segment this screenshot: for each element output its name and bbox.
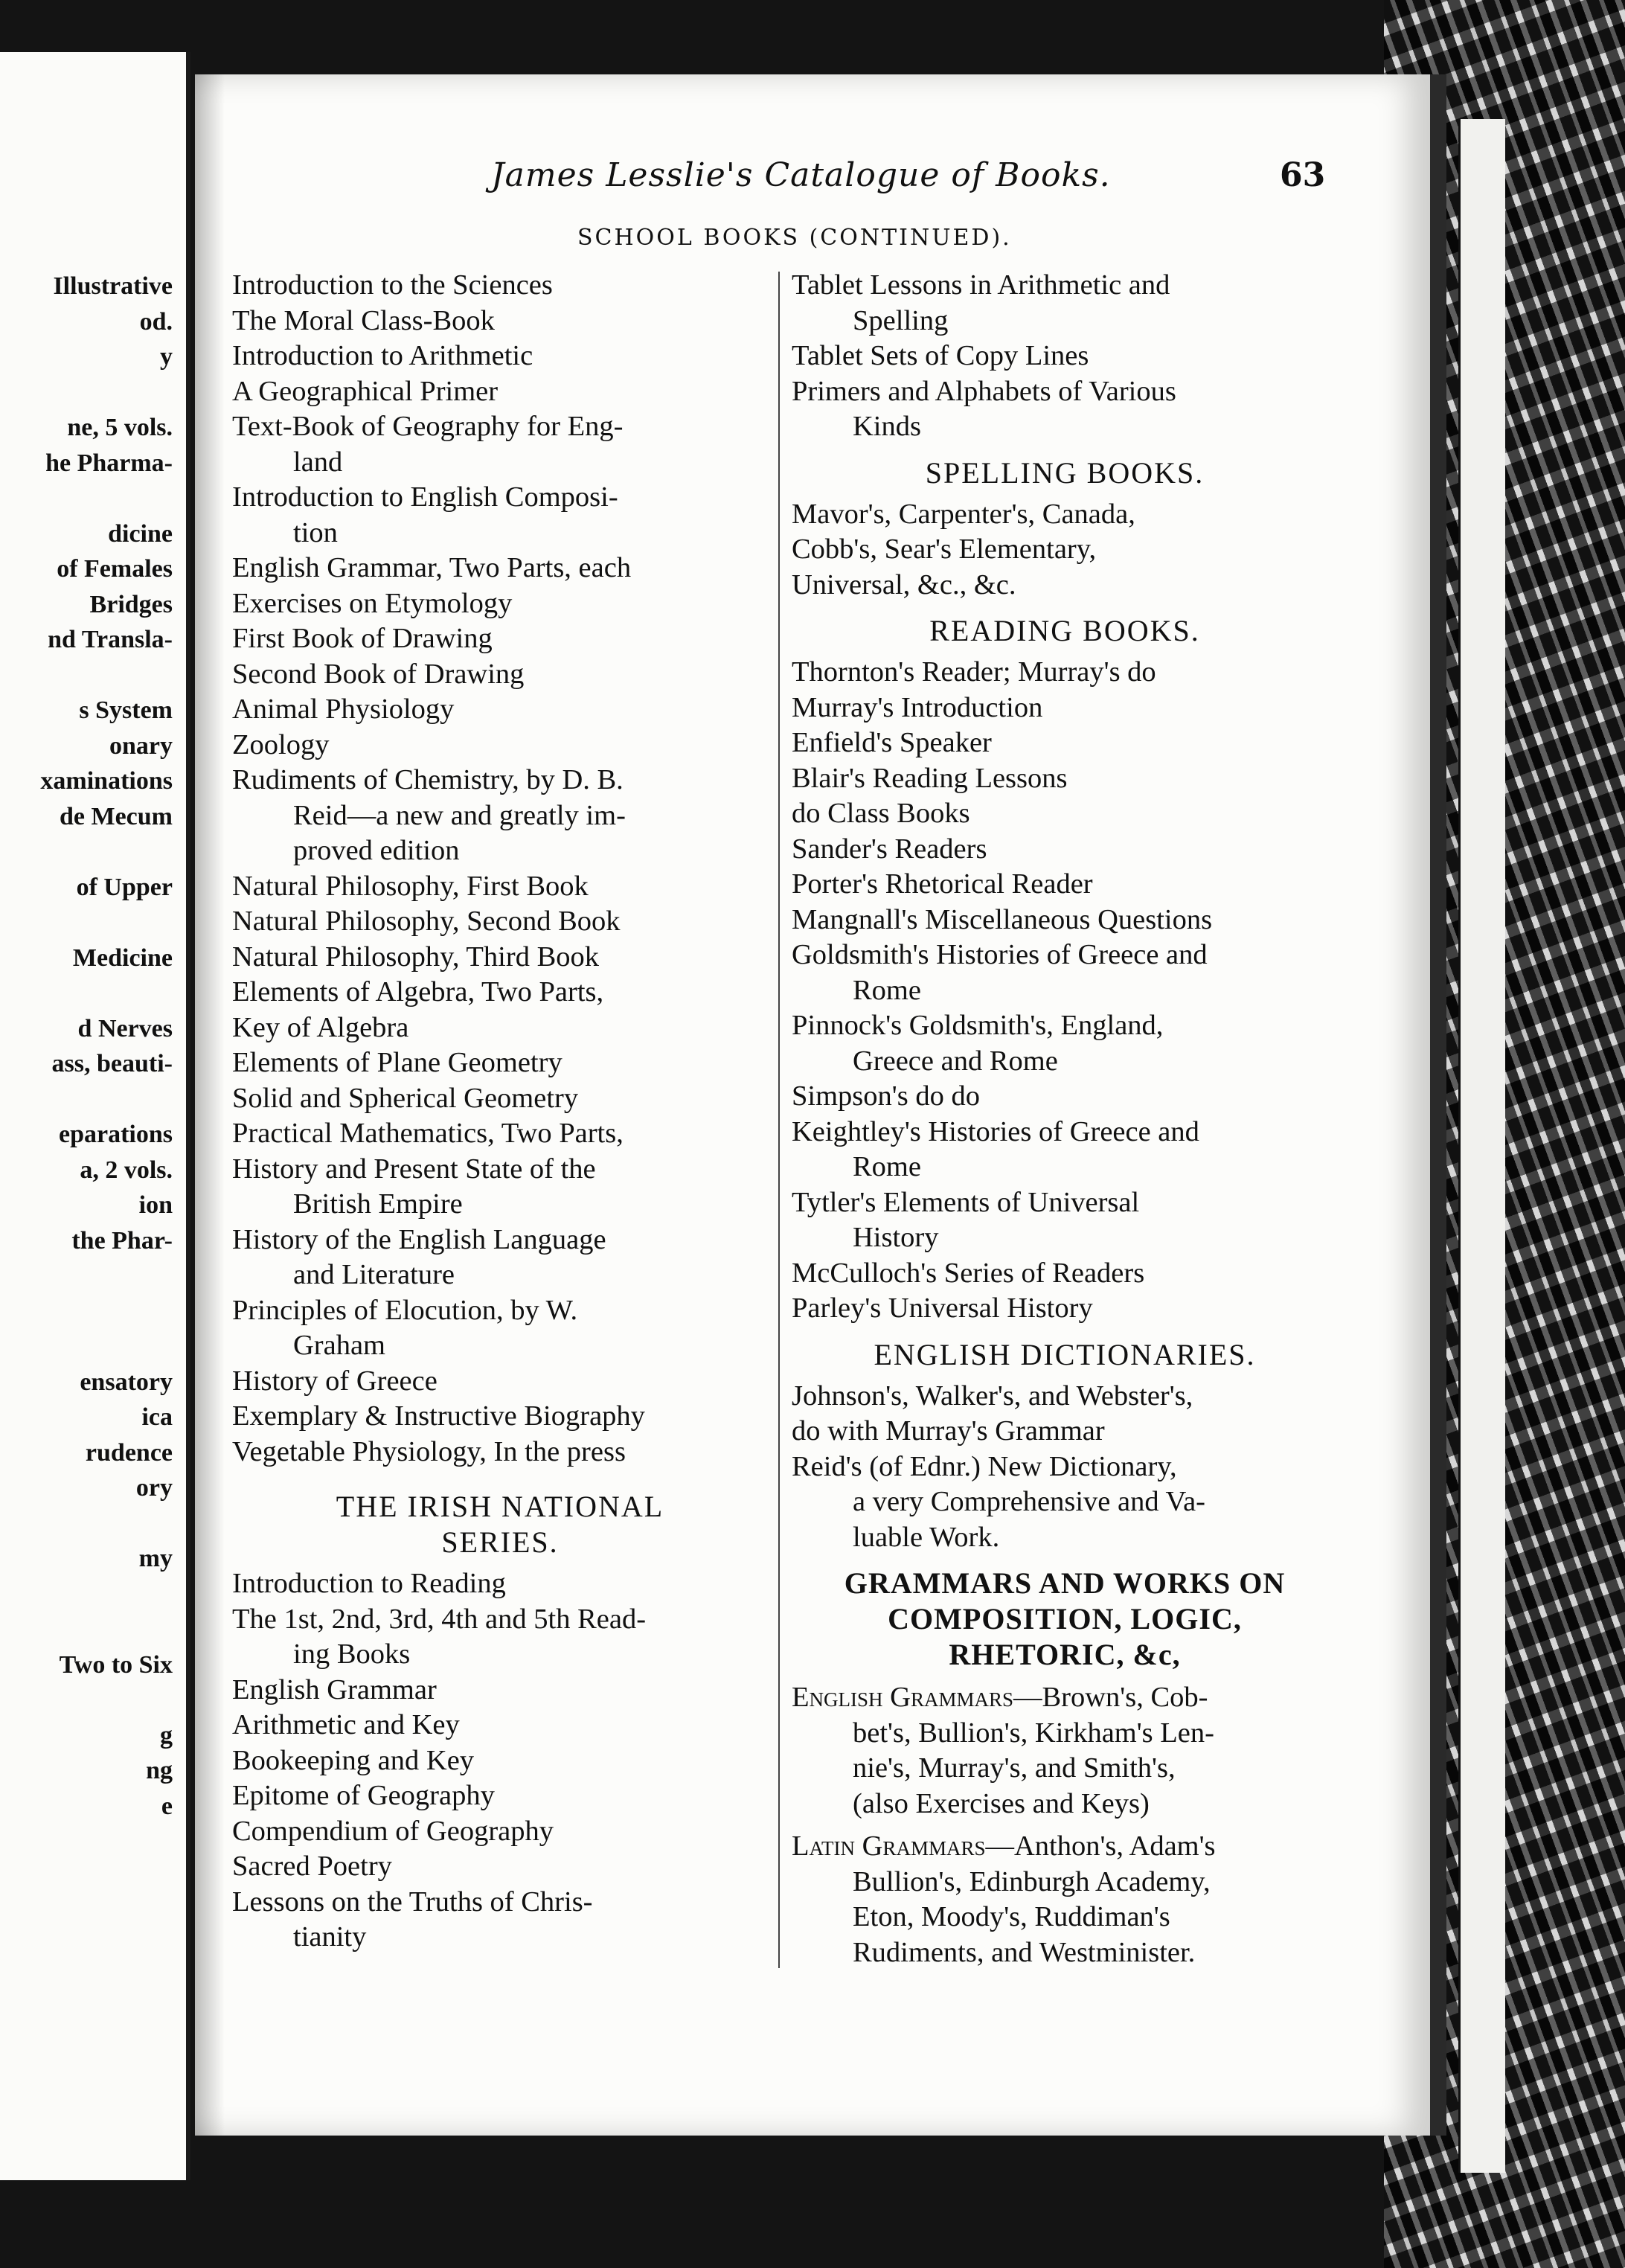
catalogue-entry xyxy=(232,763,768,833)
previous-page-fragment: d Nerves xyxy=(77,1014,173,1042)
previous-page-fragment: g xyxy=(160,1721,173,1749)
entry-title: The 1st, 2nd, 3rd, 4th and 5th Read- xyxy=(232,1603,647,1635)
dictionaries-list xyxy=(792,1379,1338,1556)
english-dictionaries-heading: ENGLISH DICTIONARIES. xyxy=(874,1337,1256,1371)
entry-title: Text-Book of Geography for Eng- xyxy=(232,411,624,442)
entry-title: English Grammar, Two Parts, each xyxy=(232,552,632,583)
entry-title: Sander's Readers xyxy=(792,833,987,865)
entry-title: The Moral Class-Book xyxy=(232,304,495,336)
previous-page-fragment: of Females xyxy=(57,555,173,583)
grammars-heading-line-3: RHETORIC, &c, xyxy=(949,1638,1181,1671)
catalogue-entry xyxy=(232,869,768,905)
entry-title: English Grammar xyxy=(232,1673,437,1705)
catalogue-entry xyxy=(232,1885,768,1955)
previous-page-fragment: of Upper xyxy=(76,873,173,901)
previous-page-fragment: a, 2 vols. xyxy=(80,1156,173,1184)
entry-continuation: British Empire xyxy=(293,1188,463,1220)
entry-title: Universal, &c., &c. xyxy=(792,568,1016,600)
entry-title: Murray's Introduction xyxy=(792,691,1043,723)
catalogue-entry xyxy=(232,1743,768,1779)
catalogue-entry xyxy=(232,1708,768,1743)
irish-series-heading xyxy=(232,1489,768,1560)
catalogue-entry xyxy=(792,1414,1338,1449)
catalogue-entry xyxy=(792,339,1338,374)
grammar-continuation: Rudiments, and Westminister. xyxy=(853,1936,1196,1968)
catalogue-entry xyxy=(792,761,1338,797)
entry-title: Natural Philosophy, First Book xyxy=(232,870,589,902)
entry-title: Introduction to Reading xyxy=(232,1568,506,1599)
grammar-entry xyxy=(792,1680,1338,1822)
catalogue-entry xyxy=(792,938,1338,1008)
entry-title: History of Greece xyxy=(232,1365,438,1397)
entry-continuation: Spelling xyxy=(853,304,949,336)
catalogue-entry xyxy=(232,1010,768,1046)
catalogue-entry xyxy=(232,1364,768,1400)
catalogue-entry xyxy=(792,532,1338,568)
entry-title: Mangnall's Miscellaneous Questions xyxy=(792,903,1213,935)
previous-page-fragment: ory xyxy=(135,1474,173,1502)
entry-title: Arithmetic and Key xyxy=(232,1709,460,1740)
catalogue-entry xyxy=(232,1566,768,1602)
entry-title: Animal Physiology xyxy=(232,693,455,725)
previous-page-fragment: ica xyxy=(141,1403,173,1431)
entry-title: History of the English Language xyxy=(232,1223,606,1255)
catalogue-entry xyxy=(232,975,768,1010)
entry-title: McCulloch's Series of Readers xyxy=(792,1257,1145,1289)
entry-continuation: tion xyxy=(293,516,338,548)
grammar-category: English Grammars xyxy=(792,1682,1013,1713)
entry-title: Bookeeping and Key xyxy=(232,1744,475,1776)
entry-continuation: ing Books xyxy=(293,1638,411,1670)
catalogue-entry xyxy=(792,691,1338,726)
catalogue-entry xyxy=(232,586,768,622)
entry-continuation: Rome xyxy=(853,1151,921,1182)
previous-page-fragment: Bridges xyxy=(89,590,173,618)
previous-page-fragment: dicine xyxy=(108,519,173,548)
previous-page-fragment: onary xyxy=(109,731,173,760)
catalogue-entry xyxy=(792,1185,1338,1256)
catalogue-entry xyxy=(232,621,768,657)
catalogue-entry xyxy=(232,409,768,480)
entry-title: Vegetable Physiology, In the press xyxy=(232,1435,626,1467)
catalogue-entry xyxy=(232,1849,768,1885)
previous-page-fragment: y xyxy=(160,343,173,371)
running-title: James Lesslie's Catalogue of Books. xyxy=(491,156,1111,194)
school-books-list xyxy=(232,268,768,1470)
entry-title: do Class Books xyxy=(792,798,970,829)
catalogue-entry xyxy=(792,374,1338,445)
catalogue-entry xyxy=(792,497,1338,533)
previous-page-fragment: ensatory xyxy=(80,1368,173,1396)
catalogue-entry xyxy=(232,480,768,551)
previous-page xyxy=(0,52,190,2180)
entry-continuation: History xyxy=(853,1222,939,1253)
catalogue-entry xyxy=(792,1379,1338,1415)
entry-title: Thornton's Reader; Murray's do xyxy=(792,656,1156,688)
previous-page-fragment: rudence xyxy=(85,1438,173,1467)
page-number: 63 xyxy=(1280,156,1326,194)
previous-page-fragment: s System xyxy=(79,696,173,724)
grammars-heading xyxy=(792,1566,1338,1673)
entry-continuation: Kinds xyxy=(853,411,921,442)
entry-continuation: Reid—a new and greatly im- xyxy=(293,799,626,831)
entry-title: Key of Algebra xyxy=(232,1011,409,1043)
section-subheading: SCHOOL BOOKS (CONTINUED). xyxy=(577,225,1012,251)
irish-heading-line-1: THE IRISH NATIONAL xyxy=(336,1490,664,1523)
catalogue-entry xyxy=(232,339,768,374)
entry-title: Goldsmith's Histories of Greece and xyxy=(792,939,1208,970)
entry-title: Solid and Spherical Geometry xyxy=(232,1082,579,1114)
entry-continuation: Rome xyxy=(853,974,921,1006)
grammar-category: Latin Grammars xyxy=(792,1830,986,1862)
entry-title: Epitome of Geography xyxy=(232,1780,495,1811)
entry-title: Principles of Elocution, by W. xyxy=(232,1294,578,1326)
previous-page-fragment: the Phar- xyxy=(71,1226,173,1255)
previous-page-fragment: ass, beauti- xyxy=(51,1050,173,1077)
entry-title: Elements of Algebra, Two Parts, xyxy=(232,976,604,1008)
catalogue-entry xyxy=(232,1814,768,1850)
entry-title: Introduction to English Composi- xyxy=(232,481,618,513)
catalogue-entry xyxy=(232,940,768,976)
catalogue-entry xyxy=(232,1399,768,1435)
grammars-heading-line-2: COMPOSITION, LOGIC, xyxy=(888,1602,1242,1636)
catalogue-entry xyxy=(232,268,768,304)
entry-continuation: a very Comprehensive and Va- xyxy=(853,1486,1205,1517)
catalogue-entry xyxy=(232,1778,768,1814)
previous-page-fragment: ne, 5 vols. xyxy=(67,414,173,441)
grammar-continuation: (also Exercises and Keys) xyxy=(853,1787,1150,1819)
catalogue-entry xyxy=(232,1673,768,1708)
column-divider xyxy=(778,272,780,1968)
entry-title: Introduction to the Sciences xyxy=(232,269,553,301)
previous-page-fragment: Illustrative xyxy=(53,272,173,300)
previous-page-fragment: de Mecum xyxy=(59,802,173,830)
previous-page-fragment: Two to Six xyxy=(59,1650,173,1679)
spine-shadow xyxy=(195,74,225,2136)
entry-continuation: Greece and Rome xyxy=(853,1045,1058,1077)
entry-title: Second Book of Drawing xyxy=(232,658,525,690)
previous-page-fragment: Medicine xyxy=(72,944,173,972)
grammars-list xyxy=(792,1680,1338,1970)
catalogue-entry xyxy=(232,1435,768,1470)
entry-title: Exemplary & Instructive Biography xyxy=(232,1400,645,1432)
catalogue-entry xyxy=(232,1293,768,1364)
catalogue-entry xyxy=(232,692,768,728)
grammar-continuation: nie's, Murray's, and Smith's, xyxy=(853,1752,1176,1784)
catalogue-entry xyxy=(232,1223,768,1293)
reading-books-list xyxy=(792,655,1338,1327)
catalogue-entry xyxy=(792,568,1338,603)
reading-books-heading: READING BOOKS. xyxy=(929,614,1200,647)
entry-continuation: luable Work. xyxy=(853,1521,1000,1553)
catalogue-entry xyxy=(792,867,1338,903)
left-column xyxy=(232,268,768,1955)
right-column xyxy=(792,268,1338,1970)
entry-title: History and Present State of the xyxy=(232,1153,596,1185)
entry-title: Johnson's, Walker's, and Webster's, xyxy=(792,1380,1193,1412)
entry-title: Natural Philosophy, Third Book xyxy=(232,941,599,973)
catalogue-entry xyxy=(792,1115,1338,1185)
entry-title: Cobb's, Sear's Elementary, xyxy=(792,534,1097,565)
spelling-books-heading: SPELLING BOOKS. xyxy=(925,455,1205,490)
entry-title: First Book of Drawing xyxy=(232,623,493,654)
grammar-continuation: bet's, Bullion's, Kirkham's Len- xyxy=(853,1717,1214,1749)
entry-title: Keightley's Histories of Greece and xyxy=(792,1115,1199,1147)
grammar-entry xyxy=(792,1829,1338,1970)
previous-page-fragment: nd Transla- xyxy=(48,626,173,653)
previous-page-fragment: ng xyxy=(146,1757,173,1784)
catalogue-entry xyxy=(792,903,1338,938)
catalogue-entry xyxy=(792,655,1338,691)
entry-title: Primers and Alphabets of Various xyxy=(792,375,1176,407)
catalogue-entry xyxy=(232,904,768,940)
entry-title: Porter's Rhetorical Reader xyxy=(792,868,1093,900)
catalogue-entry xyxy=(792,1291,1338,1327)
entry-title: Sacred Poetry xyxy=(232,1851,392,1882)
entry-title: Mavor's, Carpenter's, Canada, xyxy=(792,498,1135,530)
catalogue-entry xyxy=(232,728,768,763)
entry-title: Reid's (of Ednr.) New Dictionary, xyxy=(792,1450,1177,1482)
entry-title: Simpson's do do xyxy=(792,1080,980,1112)
catalogue-entry xyxy=(232,304,768,339)
catalogue-entry xyxy=(232,551,768,586)
entry-title: Exercises on Etymology xyxy=(232,587,513,619)
previous-page-fragment: e xyxy=(161,1792,173,1820)
entry-title: Tablet Sets of Copy Lines xyxy=(792,340,1089,371)
entry-title: A Geographical Primer xyxy=(232,375,499,407)
entry-continuation: tianity xyxy=(293,1921,367,1953)
catalogue-entry xyxy=(792,832,1338,868)
catalogue-entry xyxy=(232,1152,768,1223)
irish-series-list xyxy=(232,1566,768,1955)
catalogue-entry xyxy=(792,1520,1338,1556)
previous-page-fragment: ion xyxy=(138,1191,173,1219)
entry-title: Practical Mathematics, Two Parts, xyxy=(232,1118,624,1149)
entry-title: Pinnock's Goldsmith's, England, xyxy=(792,1010,1164,1041)
entry-title: Lessons on the Truths of Chris- xyxy=(232,1886,593,1918)
previous-page-fragment: od. xyxy=(139,307,173,336)
catalogue-entry xyxy=(232,374,768,410)
entry-title: Tablet Lessons in Arithmetic and xyxy=(792,269,1170,301)
previous-page-fragment: xaminations xyxy=(40,767,173,795)
entry-continuation: land xyxy=(293,446,343,478)
entry-title: Enfield's Speaker xyxy=(792,727,992,758)
grammar-continuation: Eton, Moody's, Ruddiman's xyxy=(853,1901,1170,1932)
catalogue-entry xyxy=(232,1602,768,1673)
entry-title: Compendium of Geography xyxy=(232,1815,554,1847)
grammar-continuation: Bullion's, Edinburgh Academy, xyxy=(853,1865,1211,1897)
entry-title: Natural Philosophy, Second Book xyxy=(232,906,621,937)
entry-continuation: Graham xyxy=(293,1330,385,1361)
grammar-text: —Anthon's, Adam's xyxy=(985,1830,1216,1862)
entry-title: Rudiments of Chemistry, by D. B. xyxy=(232,764,624,795)
catalogue-entry xyxy=(792,1079,1338,1115)
catalogue-entry xyxy=(232,1081,768,1117)
entry-title: Introduction to Arithmetic xyxy=(232,340,533,371)
previous-page-fragment: eparations xyxy=(59,1121,173,1148)
catalogue-entry xyxy=(792,1008,1338,1079)
catalogue-entry xyxy=(232,1116,768,1152)
catalogue-entry xyxy=(792,796,1338,832)
catalogue-entry xyxy=(792,725,1338,761)
previous-page-fragment: my xyxy=(138,1545,173,1572)
catalogue-entry xyxy=(792,1449,1338,1520)
grammars-heading-line-1: GRAMMARS AND WORKS ON xyxy=(844,1566,1286,1600)
entry-title: Tytler's Elements of Universal xyxy=(792,1186,1140,1218)
catalogue-entry xyxy=(792,268,1338,339)
entry-title: do with Murray's Grammar xyxy=(792,1415,1105,1447)
previous-page-fragment: he Pharma- xyxy=(45,449,173,477)
catalogue-entry xyxy=(232,1045,768,1081)
irish-heading-line-2: SERIES. xyxy=(441,1525,559,1559)
entry-title: Zoology xyxy=(232,728,330,760)
catalogue-entry xyxy=(792,1256,1338,1292)
spelling-books-list xyxy=(792,497,1338,603)
catalogue-entry xyxy=(232,833,768,869)
entry-title: Parley's Universal History xyxy=(792,1292,1093,1324)
book-board-edge xyxy=(1458,119,1505,2173)
grammar-text: —Brown's, Cob- xyxy=(1013,1682,1208,1713)
catalogue-entry xyxy=(232,657,768,693)
entry-continuation: and Literature xyxy=(293,1259,455,1290)
entry-continuation: proved edition xyxy=(293,835,460,866)
entry-title: Elements of Plane Geometry xyxy=(232,1047,562,1078)
tablet-list xyxy=(792,268,1338,445)
entry-title: Blair's Reading Lessons xyxy=(792,762,1068,794)
